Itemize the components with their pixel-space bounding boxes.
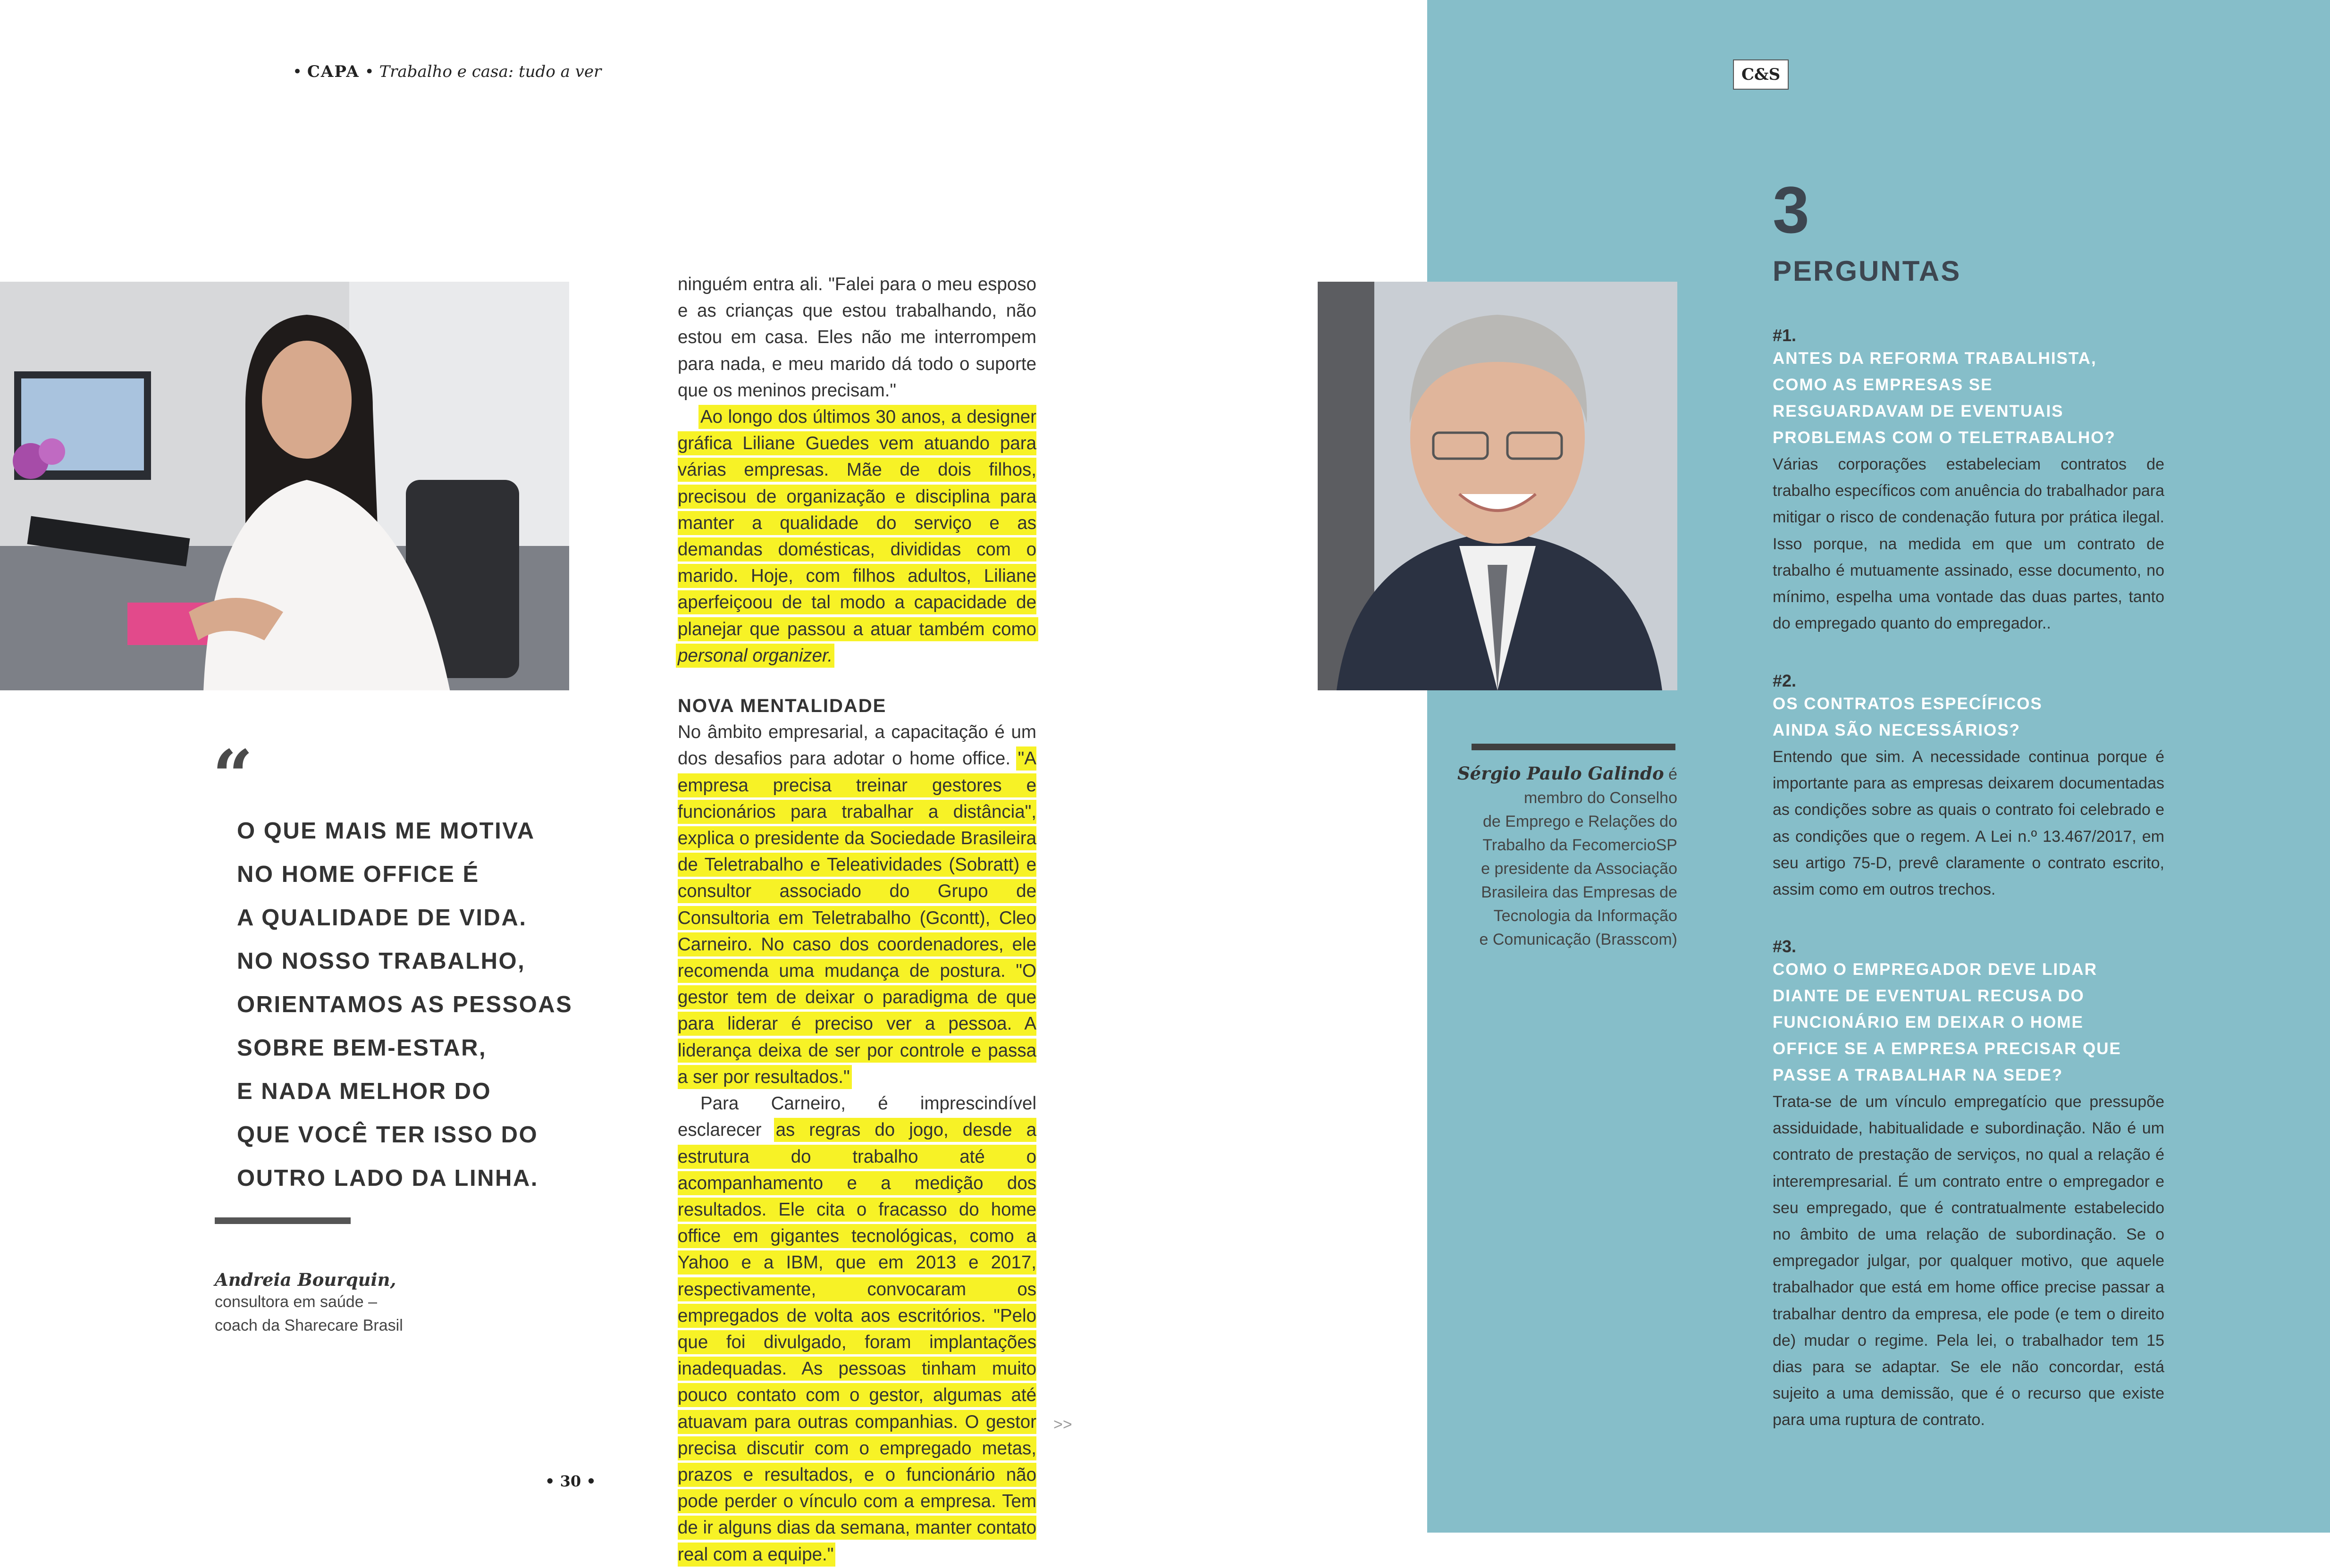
continue-arrows: >> <box>1053 1416 1072 1434</box>
question-answer: Trata-se de um vínculo empregatício que pressupõe assiduidade, habitualidade e subordinação. Não é um contrato de prestação de serviços, no qual a relação é interempresarial. É um contrato entre o empregador e seu empregado, que é contratualmente estabelecido no âmbito de uma relação de subordinação. Se o empregador julgar, por qualquer motivo, que aquele trabalhador que está em home office precise passar a trabalhar dentro da empresa, ele pode (e tem o direito de) mudar o regime. Pela lei, o trabalhador tem 15 dias para se adaptar. Se ele não concordar, está sujeito a uma demissão, que é o recurso que existe para uma ruptura de contrato. <box>1773 1093 2164 1429</box>
question-title: OS CONTRATOS ESPECÍFICOS AINDA SÃO NECESSÁRIOS? <box>1773 695 2043 739</box>
header-bullet: • <box>293 62 303 81</box>
header-bullet: • <box>364 62 374 81</box>
page-number: • 30 • <box>545 1472 596 1490</box>
bio-block <box>1454 762 1677 951</box>
questions-number: 3 <box>1773 173 1809 247</box>
section-label: CAPA <box>307 62 360 81</box>
quote-line: ORIENTAMOS AS PESSOAS <box>237 992 573 1017</box>
bio-line: membro do Conselho <box>1523 789 1677 807</box>
magazine-logo: C&S <box>1733 59 1789 90</box>
bio-name: Sérgio Paulo Galindo <box>1457 763 1664 784</box>
bio-line: Trabalho da FecomercioSP <box>1482 836 1677 854</box>
highlighted-text: personal organizer. <box>678 645 833 666</box>
quote-line: O QUE MAIS ME MOTIVA <box>237 818 535 844</box>
woman-at-computer-photo <box>0 282 569 690</box>
quote-line: NO HOME OFFICE É <box>237 862 479 887</box>
quote-line: A QUALIDADE DE VIDA. <box>237 905 527 931</box>
question-block <box>1773 671 2164 903</box>
highlighted-text: "A empresa precisa treinar gestores e funcionários para trabalhar a distância", explica o presidente da Sociedade Brasileira de Teletrabalho e Teleatividades (Sobratt) e consultor associado do Grupo de Consultoria em Teletrabalho (Gcontt), Cleo Carneiro. No caso dos coordenadores, ele recomenda uma mudança de postura. "O gestor tem de deixar o paradigma de que para liderar é preciso ver a pessoa. A liderança deixa de ser por controle e passa a ser por resultados." <box>678 748 1036 1087</box>
bio-line: e presidente da Associação <box>1481 860 1677 878</box>
quote-line: OUTRO LADO DA LINHA. <box>237 1166 538 1191</box>
quote-author-role: coach da Sharecare Brasil <box>215 1316 403 1334</box>
bio-line: Brasileira das Empresas de <box>1481 883 1677 901</box>
question-answer: Várias corporações estabeleciam contratos de trabalho específicos com anuência do trabalhador para mitigar o risco de condenação futura por prática ilegal. Isso porque, na medida em que um contrato de trabalho é mutuamente assinado, esse documento, no mínimo, espelha uma vontade das duas partes, tanto do empregado quanto do empregador.. <box>1773 455 2164 633</box>
article-paragraph <box>678 719 1036 1090</box>
bio-line: e Comunicação (Brasscom) <box>1479 931 1677 948</box>
bio-text: é <box>1664 765 1677 783</box>
running-header <box>293 62 601 81</box>
quote-author: Andreia Bourquin, <box>215 1269 396 1290</box>
question-block <box>1773 937 2164 1434</box>
article-column <box>678 271 1036 1568</box>
article-text: No âmbito empresarial, a capacitação é um dos desafios para adotar o home office. <box>678 722 1036 769</box>
quote-line: E NADA MELHOR DO <box>237 1079 492 1104</box>
quote-line: SOBRE BEM-ESTAR, <box>237 1035 487 1061</box>
article-text: Para Carneiro, é imprescindível esclarecer <box>678 1093 1036 1140</box>
question-number: #3. <box>1773 937 1797 956</box>
highlighted-text: as regras do jogo, desde a estrutura do trabalho até o acompanhamento e a medição dos resultados. Ele cita o fracasso do home office em gigantes tecnológicas, como a Yahoo e a IBM, que em 2013 e 2017, respectivamente, convocaram os empregados de volta aos escritórios. "Pelo que foi divulgado, foram implantações inadequadas. As pessoas tinham muito pouco contato com o gestor, algumas até atuavam para outras companhias. O gestor precisa discutir com o empregado metas, prazos e resultados, e o funcionário não pode perder o vínculo com a empresa. Tem de ir alguns dias da semana, manter contato real com a equipe." <box>678 1120 1036 1565</box>
question-title: COMO O EMPREGADOR DEVE LIDAR DIANTE DE EVENTUAL RECUSA DO FUNCIONÁRIO EM DEIXAR O HOME OFFICE SE A EMPRESA PRECISAR QUE PASSE A TRABALHAR NA SEDE? <box>1773 960 2121 1084</box>
pull-quote <box>237 809 577 1200</box>
quote-divider <box>215 1217 351 1224</box>
quote-author-role: consultora em saúde – <box>215 1293 377 1311</box>
quote-line: NO NOSSO TRABALHO, <box>237 948 526 974</box>
man-portrait-photo <box>1318 282 1677 690</box>
question-number: #1. <box>1773 326 1797 345</box>
bio-line: de Emprego e Relações do <box>1482 813 1677 830</box>
bio-line: Tecnologia da Informação <box>1493 907 1677 925</box>
question-block <box>1773 326 2164 637</box>
article-subhead: NOVA MENTALIDADE <box>678 696 887 717</box>
highlighted-text: Ao longo dos últimos 30 anos, a designer gráfica Liliane Guedes vem atuando para várias empresas. Mãe de dois filhos, precisou de organização e disciplina para manter a qualidade do serviço e as demandas domésticas, divididas com o marido. Hoje, com filhos adultos, Liliane aperfeiçoou de tal modo a capacidade de planejar que passou a atuar também como <box>678 407 1036 639</box>
header-title: Trabalho e casa: tudo a ver <box>379 62 602 81</box>
question-number: #2. <box>1773 671 1797 690</box>
quote-mark-icon: “ <box>212 735 253 818</box>
article-paragraph <box>678 404 1036 669</box>
questions-title: PERGUNTAS <box>1773 255 1961 287</box>
quote-line: QUE VOCÊ TER ISSO DO <box>237 1122 538 1148</box>
article-paragraph: ninguém entra ali. "Falei para o meu esposo e as crianças que estou trabalhando, não estou em casa. Eles não me interrompem para nada, e meu marido dá todo o suporte que os meninos precisam." <box>678 274 1036 401</box>
question-title: ANTES DA REFORMA TRABALHISTA, COMO AS EMPRESAS SE RESGUARDAVAM DE EVENTUAIS PROBLEMAS COM O TELETRABALHO? <box>1773 349 2116 447</box>
quote-attribution <box>215 1269 403 1337</box>
question-answer: Entendo que sim. A necessidade continua porque é importante para as empresas deixarem documentadas as condições sobre as quais o contrato foi celebrado e as condições que o regem. A Lei n.º 13.467/2017, em seu artigo 75-D, prevê claramente o contrato escrito, assim como em outros trechos. <box>1773 748 2164 899</box>
bio-divider <box>1472 744 1675 750</box>
article-paragraph <box>678 1090 1036 1568</box>
